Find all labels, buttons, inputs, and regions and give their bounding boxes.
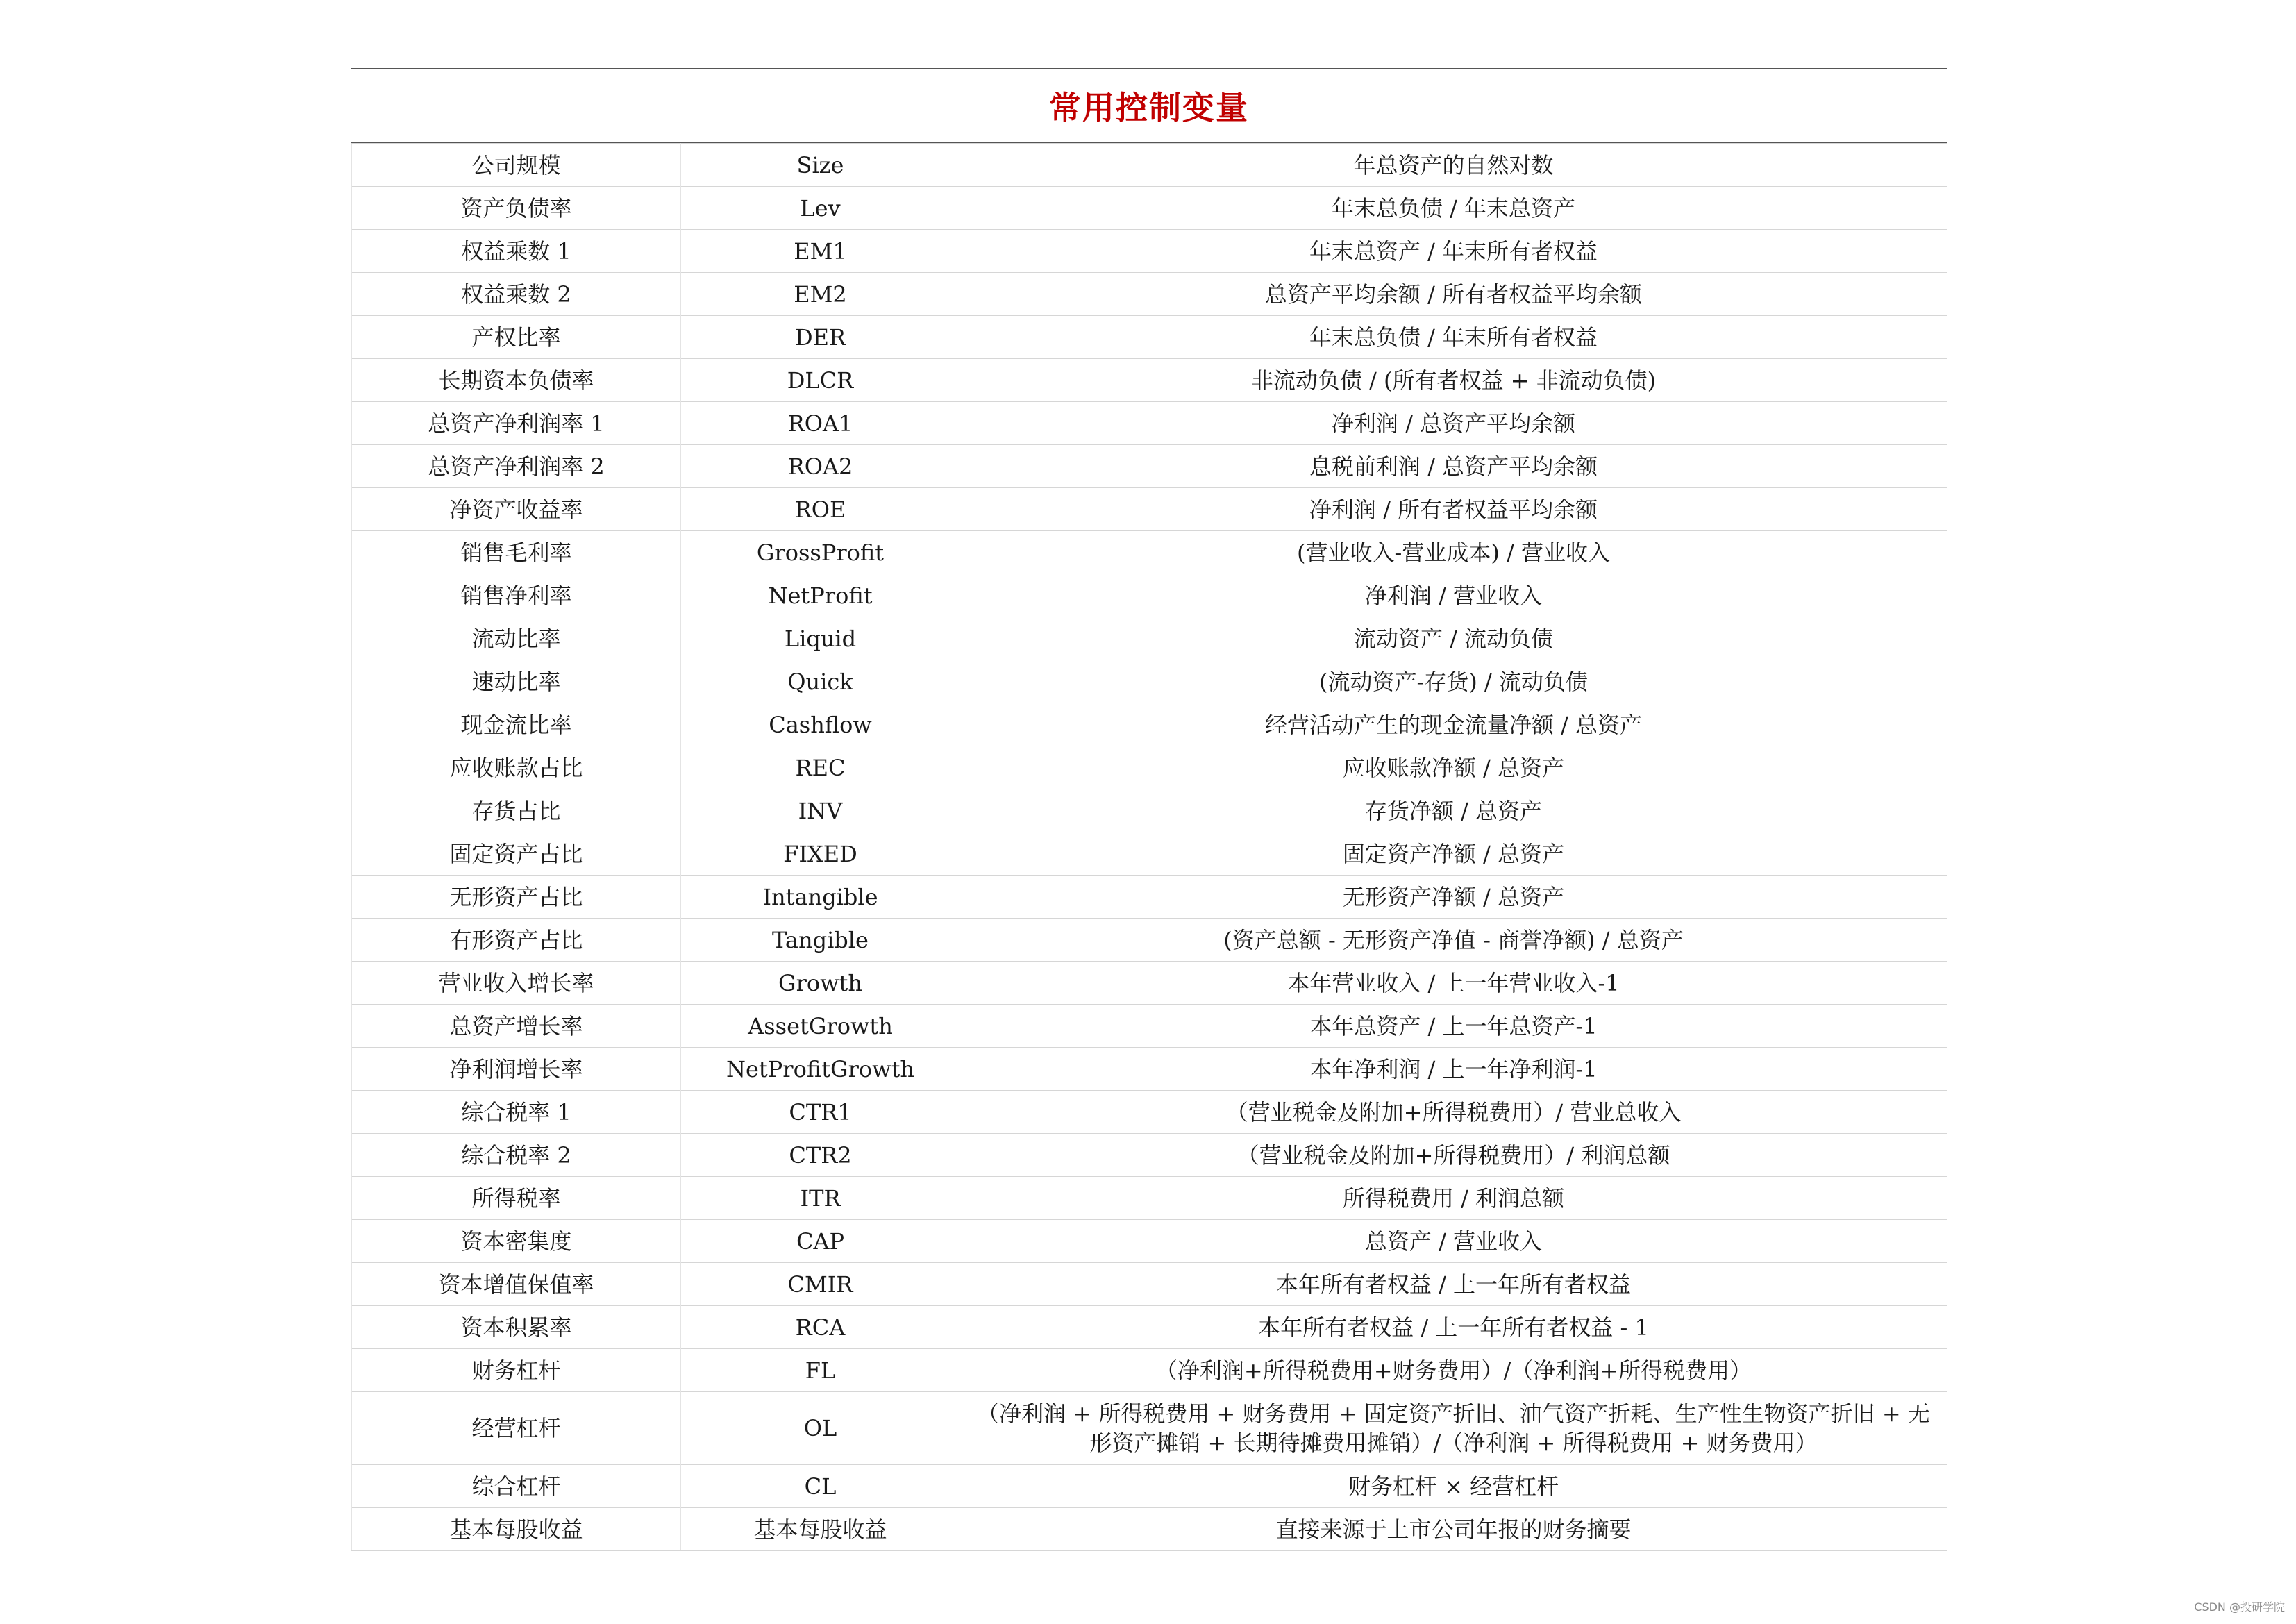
variable-code-cell: NetProfitGrowth (681, 1048, 960, 1091)
table-row (352, 402, 1947, 445)
variable-name-cell: 权益乘数 1 (352, 230, 681, 273)
table-row (352, 574, 1947, 617)
variable-code-cell: ROA2 (681, 445, 960, 488)
variable-formula-cell: 本年净利润 / 上一年净利润-1 (960, 1048, 1947, 1091)
variable-name-cell: 现金流比率 (352, 703, 681, 746)
variable-code-cell: DER (681, 316, 960, 359)
variable-name-cell: 权益乘数 2 (352, 273, 681, 316)
variable-formula-cell: 财务杠杆 × 经营杠杆 (960, 1465, 1947, 1508)
variable-name-cell: 速动比率 (352, 660, 681, 703)
variable-name-cell: 资本密集度 (352, 1220, 681, 1263)
variable-name-cell: 综合杠杆 (352, 1465, 681, 1508)
variable-formula-cell: 应收账款净额 / 总资产 (960, 746, 1947, 789)
variable-code-cell: 基本每股收益 (681, 1508, 960, 1551)
table-row (352, 660, 1947, 703)
variable-code-cell: CTR2 (681, 1134, 960, 1177)
variable-formula-cell: (资产总额 - 无形资产净值 - 商誉净额) / 总资产 (960, 919, 1947, 962)
variable-formula-cell: 年末总负债 / 年末总资产 (960, 187, 1947, 230)
variable-name-cell: 无形资产占比 (352, 876, 681, 919)
variable-name-cell: 存货占比 (352, 789, 681, 832)
variable-code-cell: Tangible (681, 919, 960, 962)
table-row (352, 187, 1947, 230)
table-row (352, 746, 1947, 789)
variable-formula-cell: 息税前利润 / 总资产平均余额 (960, 445, 1947, 488)
table-row (352, 144, 1947, 187)
variable-formula-cell: （营业税金及附加+所得税费用）/ 利润总额 (960, 1134, 1947, 1177)
variable-name-cell: 总资产净利润率 2 (352, 445, 681, 488)
variable-code-cell: RCA (681, 1306, 960, 1349)
table-row (352, 1220, 1947, 1263)
watermark: CSDN @投研学院 (2194, 1600, 2285, 1614)
variable-name-cell: 经营杠杆 (352, 1392, 681, 1465)
variable-name-cell: 应收账款占比 (352, 746, 681, 789)
variable-code-cell: AssetGrowth (681, 1005, 960, 1048)
variable-name-cell: 产权比率 (352, 316, 681, 359)
table-row (352, 531, 1947, 574)
variable-name-cell: 营业收入增长率 (352, 962, 681, 1005)
variable-formula-cell: 总资产 / 营业收入 (960, 1220, 1947, 1263)
variable-formula-cell: 净利润 / 总资产平均余额 (960, 402, 1947, 445)
table-row (352, 1508, 1947, 1551)
variable-code-cell: NetProfit (681, 574, 960, 617)
variable-formula-cell: 非流动负债 / (所有者权益 + 非流动负债) (960, 359, 1947, 402)
table-title-bar (351, 68, 1947, 143)
variable-name-cell: 有形资产占比 (352, 919, 681, 962)
table-row (352, 1134, 1947, 1177)
table-row (352, 273, 1947, 316)
variable-formula-cell: （净利润 + 所得税费用 + 财务费用 + 固定资产折旧、油气资产折耗、生产性生物资产折旧 + 无形资产摊销 + 长期待摊费用摊销）/（净利润 + 所得税费用 + 财务费用） (960, 1392, 1947, 1465)
variable-code-cell: INV (681, 789, 960, 832)
table-row (352, 1465, 1947, 1508)
variable-code-cell: GrossProfit (681, 531, 960, 574)
control-variables-table (351, 143, 1947, 1551)
variable-code-cell: REC (681, 746, 960, 789)
variable-formula-cell: 总资产平均余额 / 所有者权益平均余额 (960, 273, 1947, 316)
variable-formula-cell: (流动资产-存货) / 流动负债 (960, 660, 1947, 703)
variable-name-cell: 净利润增长率 (352, 1048, 681, 1091)
variable-formula-cell: 所得税费用 / 利润总额 (960, 1177, 1947, 1220)
variable-formula-cell: (营业收入-营业成本) / 营业收入 (960, 531, 1947, 574)
variable-formula-cell: 无形资产净额 / 总资产 (960, 876, 1947, 919)
variable-name-cell: 综合税率 1 (352, 1091, 681, 1134)
table-row (352, 1005, 1947, 1048)
variable-code-cell: DLCR (681, 359, 960, 402)
variable-code-cell: CAP (681, 1220, 960, 1263)
variable-formula-cell: 年总资产的自然对数 (960, 144, 1947, 187)
variable-code-cell: Quick (681, 660, 960, 703)
variable-name-cell: 公司规模 (352, 144, 681, 187)
variable-formula-cell: 净利润 / 营业收入 (960, 574, 1947, 617)
table-row (352, 876, 1947, 919)
table-row (352, 316, 1947, 359)
variable-name-cell: 固定资产占比 (352, 832, 681, 876)
table-row (352, 1392, 1947, 1465)
variable-formula-cell: 年末总负债 / 年末所有者权益 (960, 316, 1947, 359)
table-row (352, 445, 1947, 488)
variable-code-cell: EM2 (681, 273, 960, 316)
table-row (352, 789, 1947, 832)
table-row (352, 1306, 1947, 1349)
variable-formula-cell: 经营活动产生的现金流量净额 / 总资产 (960, 703, 1947, 746)
variable-code-cell: CTR1 (681, 1091, 960, 1134)
variable-code-cell: Intangible (681, 876, 960, 919)
table-row (352, 617, 1947, 660)
variable-name-cell: 所得税率 (352, 1177, 681, 1220)
table-row (352, 1349, 1947, 1392)
variable-formula-cell: （净利润+所得税费用+财务费用）/（净利润+所得税费用） (960, 1349, 1947, 1392)
variable-formula-cell: 存货净额 / 总资产 (960, 789, 1947, 832)
variable-formula-cell: 本年所有者权益 / 上一年所有者权益 (960, 1263, 1947, 1306)
variable-code-cell: EM1 (681, 230, 960, 273)
variable-formula-cell: 本年营业收入 / 上一年营业收入-1 (960, 962, 1947, 1005)
table-row (352, 1177, 1947, 1220)
variable-name-cell: 资本增值保值率 (352, 1263, 681, 1306)
variable-formula-cell: （营业税金及附加+所得税费用）/ 营业总收入 (960, 1091, 1947, 1134)
variable-code-cell: OL (681, 1392, 960, 1465)
variable-name-cell: 资本积累率 (352, 1306, 681, 1349)
table-row (352, 832, 1947, 876)
variable-formula-cell: 本年所有者权益 / 上一年所有者权益 - 1 (960, 1306, 1947, 1349)
table-row (352, 962, 1947, 1005)
variable-formula-cell: 净利润 / 所有者权益平均余额 (960, 488, 1947, 531)
table-row (352, 703, 1947, 746)
variable-name-cell: 基本每股收益 (352, 1508, 681, 1551)
variable-code-cell: ROA1 (681, 402, 960, 445)
variable-code-cell: Growth (681, 962, 960, 1005)
variable-code-cell: FIXED (681, 832, 960, 876)
table-row (352, 359, 1947, 402)
table-row (352, 1048, 1947, 1091)
variable-formula-cell: 流动资产 / 流动负债 (960, 617, 1947, 660)
variable-code-cell: Liquid (681, 617, 960, 660)
table-row (352, 1091, 1947, 1134)
table-body (352, 144, 1947, 1551)
table-row (352, 1263, 1947, 1306)
variable-name-cell: 长期资本负债率 (352, 359, 681, 402)
variable-name-cell: 净资产收益率 (352, 488, 681, 531)
variable-name-cell: 综合税率 2 (352, 1134, 681, 1177)
variable-formula-cell: 年末总资产 / 年末所有者权益 (960, 230, 1947, 273)
variable-name-cell: 总资产增长率 (352, 1005, 681, 1048)
control-variables-table-container (351, 68, 1947, 1551)
variable-name-cell: 销售净利率 (352, 574, 681, 617)
variable-code-cell: CL (681, 1465, 960, 1508)
variable-code-cell: ROE (681, 488, 960, 531)
variable-name-cell: 资产负债率 (352, 187, 681, 230)
variable-formula-cell: 直接来源于上市公司年报的财务摘要 (960, 1508, 1947, 1551)
variable-code-cell: Cashflow (681, 703, 960, 746)
variable-code-cell: ITR (681, 1177, 960, 1220)
variable-formula-cell: 本年总资产 / 上一年总资产-1 (960, 1005, 1947, 1048)
variable-code-cell: CMIR (681, 1263, 960, 1306)
variable-formula-cell: 固定资产净额 / 总资产 (960, 832, 1947, 876)
variable-code-cell: Lev (681, 187, 960, 230)
variable-name-cell: 流动比率 (352, 617, 681, 660)
table-title: 常用控制变量 (1049, 89, 1249, 126)
variable-name-cell: 销售毛利率 (352, 531, 681, 574)
table-row (352, 488, 1947, 531)
table-row (352, 230, 1947, 273)
variable-name-cell: 总资产净利润率 1 (352, 402, 681, 445)
table-row (352, 919, 1947, 962)
variable-name-cell: 财务杠杆 (352, 1349, 681, 1392)
variable-code-cell: FL (681, 1349, 960, 1392)
variable-code-cell: Size (681, 144, 960, 187)
